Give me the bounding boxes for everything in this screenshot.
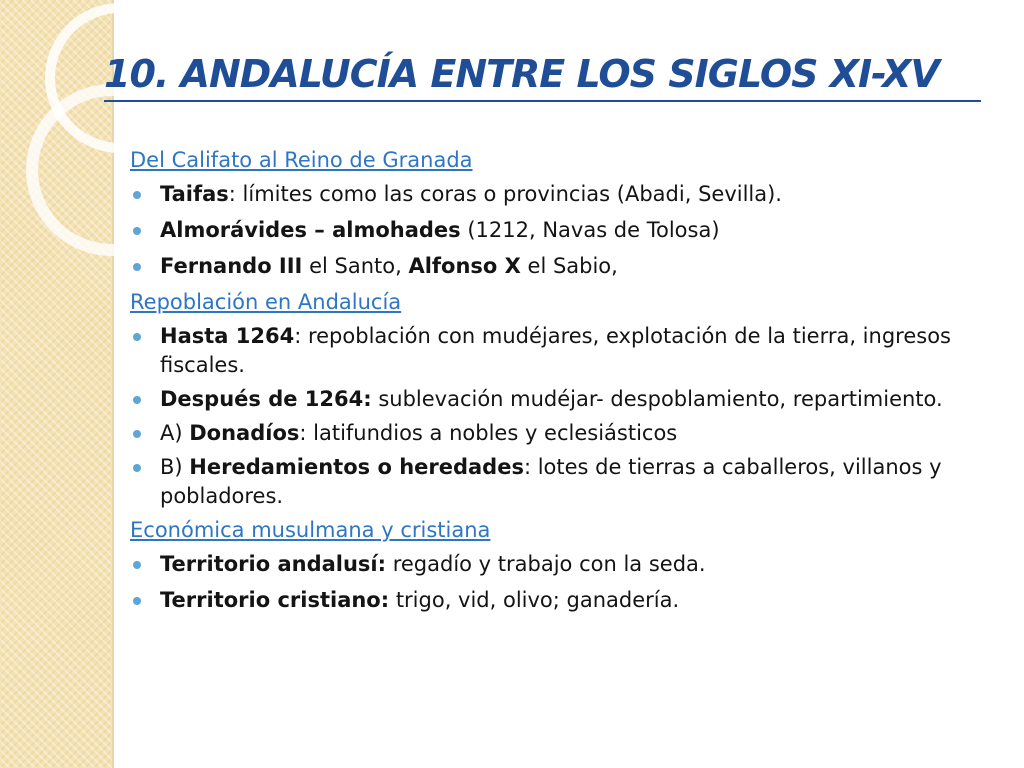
list-item: A) Donadíos: latifundios a nobles y eclesiásticos [130, 419, 1010, 448]
list-item: Almorávides – almohades (1212, Navas de Tolosa) [130, 216, 1010, 245]
list-item: Taifas: límites como las coras o provincias (Abadi, Sevilla). [130, 180, 1010, 209]
section-link-califato[interactable]: Del Califato al Reino de Granada [130, 148, 473, 172]
list-item: Fernando III el Santo, Alfonso X el Sabio, [130, 252, 1010, 281]
bullet-list-economica [130, 550, 1010, 615]
title-underline [104, 100, 981, 102]
list-item: Territorio andalusí: regadío y trabajo con la seda. [130, 550, 1010, 579]
slide-content [130, 146, 1010, 622]
section-link-economica[interactable]: Económica musulmana y cristiana [130, 518, 491, 542]
list-item: B) Heredamientos o heredades: lotes de tierras a caballeros, villanos y pobladores. [130, 453, 1010, 511]
section-link-repoblacion[interactable]: Repoblación en Andalucía [130, 290, 402, 314]
slide-title: 10. ANDALUCÍA ENTRE LOS SIGLOS XI-XV [104, 52, 939, 96]
list-item: Territorio cristiano: trigo, vid, olivo; ganadería. [130, 586, 1010, 615]
list-item: Hasta 1264: repoblación con mudéjares, explotación de la tierra, ingresos fiscales. [130, 322, 1010, 380]
bullet-list-califato [130, 180, 1010, 281]
list-item: Después de 1264: sublevación mudéjar- despoblamiento, repartimiento. [130, 385, 1010, 414]
bullet-list-repoblacion [130, 322, 1010, 511]
